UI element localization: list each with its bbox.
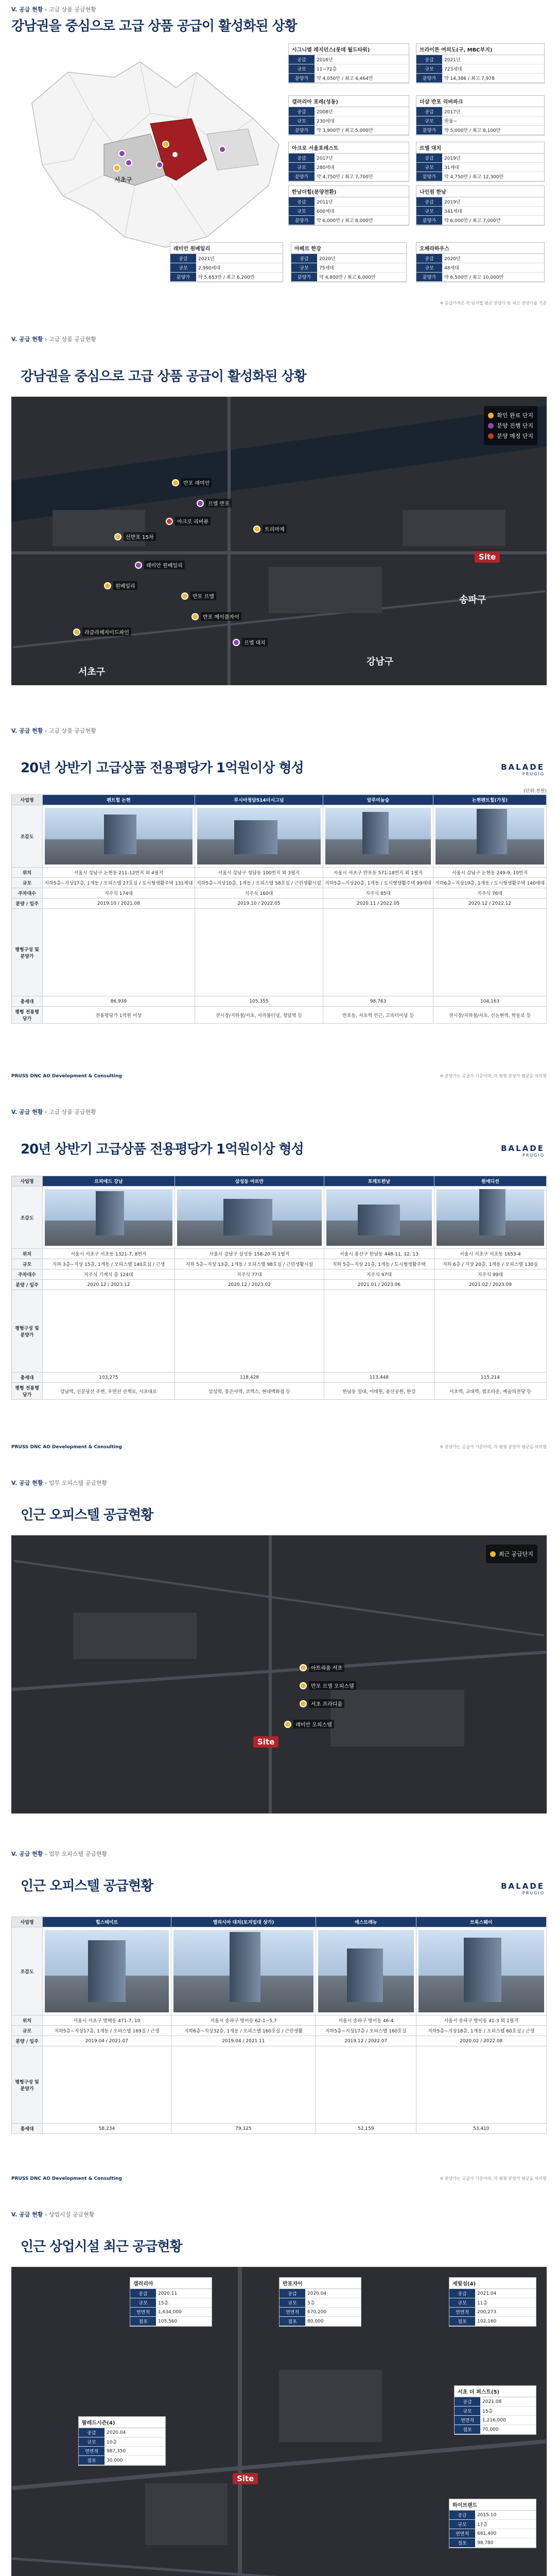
breadcrumb: V. 공급 현황 › 업무 오피스텔 공급현황 [11,1851,108,1857]
map-pin[interactable] [300,1700,307,1707]
pin-label: 르엘 반포 [206,499,232,507]
info-card: 브라이튼 여의도(구, MBC부지) 공급 2021년 규모 723세대 분양가 약 14,386 / 최고 7,978 [416,43,545,83]
page-title: 20년 상반기 고급상품 전용평당가 1억원이상 형성 [21,1142,304,1157]
info-card: 세빛섬(4) 공급 2021.04 규모 11층 연면적 200,273 점포 102,160 [449,2277,536,2327]
table-row: 위치 서울시 강남구 논현동 211-12번지 외 4필지 서울시 강남구 청담동 100번지 외 3필지 서울시 서초구 반포동 571-18번지 외 1필지 서울시 강남구 논현동 249-9, 10번지 [12,868,547,878]
table-row: 조감도 [12,1927,547,2015]
section-officetel-table [0,1844,558,2184]
footnote: ※ 분양가는 공급가 기준이며, 각 평형 분양가 평균을 의미함 [440,1445,547,1449]
breadcrumb: V. 공급 현황 › 고급 상품 공급현황 [11,1109,96,1115]
building-rendering [177,1189,322,1246]
table-row: 평형구성 및 분양가 [12,909,547,996]
section-officetel-map [0,1473,558,1824]
table-row: 규모 지하5층~지상17층, 1개동 / 오피스텔 169실 / 근생 지하6층~지상32층, 1개동 / 오피스텔 160호실 / 근린생활 지하5층~지상17층 / 오피스텔 160호실 지하5층~지상18층, 1개동 / 오피스텔 60호실 / 근생 [12,2026,547,2036]
legend-dot-icon [488,413,494,418]
table-row: 조감도 [12,1187,547,1249]
district-label: 서초구 [114,176,132,183]
table-row: 규모 지하5층~지상17층, 1개동 / 오피스텔 27호실 / 도시형생활주택 131세대 지하5층~지상10층, 1개동 / 오피스텔 58호실 / 근린생활시설 지하5층~지상20층, 1개동 / 도시형생활주택 99세대 지하6층~지상19층, 1개동 / 도시형생활주택 140세대 [12,878,547,888]
footer-brand: PRUSS DNC AO Development & Consulting [11,1074,122,1079]
building-rendering [45,1189,172,1246]
building-block [73,1613,197,1659]
building-block [145,2483,228,2545]
map-pin[interactable] [253,526,260,533]
table-row: 분양 / 입주 2019.10 / 2021.08 2019.10 / 2022.05 2020.11 / 2022.05 2020.12 / 2022.12 [12,899,547,909]
pin-label: 반포 메이플자이 [201,612,241,621]
building-rendering [325,808,431,865]
road [228,397,231,685]
road [12,2557,546,2576]
map-pin[interactable] [104,582,111,589]
info-card: 반포자이 공급 2020.04 규모 5층 연면적 670,200 점포 80,000 [279,2277,361,2327]
table-row: 사업명 힐스테이트 엘리시아 대치(토지임대 상가) 에스트레뉴 브룩스웨이 [12,1917,547,1927]
map-pin[interactable] [233,639,240,646]
building-block [269,567,382,613]
table-row: 주차대수 지주식 174대 지주식 160대 지주식 85대 지주식 76대 [12,888,547,899]
pin-label: 신반포 15차 [124,532,156,541]
section-commercial-map [0,2205,558,2576]
map-pin[interactable] [300,1682,307,1689]
info-card: 더샵 반포 리버파크 공급 2017년 규모 원룸~ 분양가 약 5,000만 / 최고 8,100만 [416,95,545,135]
footer-brand: PRUSS DNC AO Development & Consulting [11,1445,122,1450]
aerial-map [11,397,547,685]
table-row: 평형구성 및 분양가 [12,2046,547,2124]
pin-label: 반포 래미안 [181,478,212,487]
page-title: 인근 오피스텔 공급현황 [21,1507,153,1523]
supply-table [11,1176,547,1400]
legend-item: 분양 예정 단지 [488,432,533,440]
info-card: 한남더힐(분양전환) 공급 2011년 규모 600세대 분양가 약 6,000만 / 최고 8,000만 [288,185,409,226]
aerial-map [11,2267,547,2576]
breadcrumb: V. 공급 현황 › 상업시설 공급현황 [11,2211,95,2218]
building-rendering [318,1930,414,2012]
footnote: ※ 분양가는 공급가 기준이며, 각 평형 분양가 평균을 의미함 [440,2176,547,2181]
table-row: 사업명 르피에드 강남 삼성동 아르만 포레트한남 원에디션 [12,1176,547,1187]
brand-logo: BALADE PRUGIO [501,762,545,776]
road [269,1535,272,1814]
site-marker[interactable]: Site [475,551,500,563]
pin-label: 르엘 대치 [242,638,268,647]
brand-logo: BALADE PRUGIO [501,1882,545,1895]
building-rendering [173,1930,313,2012]
pin-label: 라클라체자이드파인 [82,628,131,636]
pin-label: 트리마제 [263,524,287,533]
table-row: 분양 / 입주 2020.12 / 2023.12 2020.12 / 2023.02 2021.01 / 2023.06 2021.02 / 2023.09 [12,1280,547,1290]
road [11,551,547,554]
building-block [279,2370,382,2442]
table-row: 평형 전용평당가 강남역, 신분당선 주변, 우면산 산책로, 서초대로 삼성역, 봉은사역, 코엑스, 현대백화점 등 한남동 일대, 이태원, 용산공원, 한강 서초역, 교대역, 법조타운, 예술의전당 등 [12,1383,547,1400]
site-marker[interactable]: Site [233,2473,258,2484]
info-card: 갤러리아 공급 2020.11 규모 15층 연면적 1,634,000 점포 105,560 [130,2277,212,2327]
site-marker[interactable]: Site [253,1736,278,1748]
map-pin[interactable] [135,562,142,569]
section-premium-table-1 [0,721,558,1082]
table-row: 평형 전용평당가 전용평당가 1억원 이상 전시장/지하철/서초, 서리풀터널, 청담역 등 반포동, 서초역 인근, 고속터미널 등 전시장/지하철/서초, 신논현역, 학동로 등 [12,1007,547,1024]
area-label: 서초구 [78,667,106,677]
footer-brand: PRUSS DNC AO Development & Consulting [11,2176,122,2181]
map-legend [486,1545,537,1563]
supply-table [11,794,547,1024]
info-card: 갤러리아 포레(성동) 공급 2008년 규모 230세대 분양가 약 3,900만 / 최고 5,000만 [288,95,409,135]
district-map [11,41,300,268]
pin-label: 아트리움 서초 [309,1663,344,1672]
pin-label: 래미안 원베일리 [144,561,185,569]
map-pin[interactable] [284,1721,291,1728]
map-pin[interactable] [114,533,121,540]
area-label: 강남구 [367,656,394,667]
legend-item: 분양 진행 단지 [488,421,533,430]
info-card: 팔레드시즌(4) 공급 2020.04 규모 10층 연면적 987,350 점포 30,000 [78,2416,166,2466]
footnote: ※ 분양가는 공급가 기준이며, 각 평형 분양가 평균을 의미함 [440,1074,547,1078]
building-block [330,1690,464,1747]
info-card: 하이브랜드 공급 2015.10 규모 17층 연면적 681,400 점포 98,780 [449,2499,536,2548]
legend-dot-icon [488,433,494,439]
info-card: 서초 더 퍼스트(5) 공급 2021.08 규모 15층 연면적 1,216,000 점포 70,000 [454,2385,536,2435]
pin-label: 원베일리 [113,581,137,590]
breadcrumb: V. 공급 현황 › 고급 상품 공급현황 [11,727,96,734]
building-block [403,510,505,546]
map-pin[interactable] [300,1664,307,1671]
building-rendering [435,808,544,865]
pin-label: 래미안 오피스텔 [293,1720,334,1728]
info-card: 아페르 한강 공급 2020년 규모 75세대 분양가 약 4,800만 / 최고 6,000만 [291,242,407,282]
map-pin[interactable] [172,479,179,486]
river [11,405,547,522]
brand-logo: BALADE PRUGIO [501,1144,545,1158]
breadcrumb: V. 공급 현황 › 고급 상품 공급현황 [11,6,96,13]
building-rendering [418,1930,544,2012]
building-rendering [45,808,193,865]
section-aerial-map [0,330,558,701]
map-pin[interactable] [73,629,80,636]
info-card: 오페라하우스 공급 2020년 규모 48세대 분양가 약 6,500만 / 최고 10,000만 [416,242,545,282]
legend-item: 확인 완료 단지 [488,411,533,419]
table-row: 평형구성 및 분양가 [12,1290,547,1372]
road [238,2267,242,2576]
page-title: 인근 상업시설 최근 공급현황 [21,2239,182,2255]
breadcrumb: V. 공급 현황 › 업무 오피스텔 공급현황 [11,1480,108,1486]
building-rendering [197,808,321,865]
map-legend [484,406,537,445]
table-row: 분양 / 입주 2019.04 / 2021.07 2019.04 / 2021.11 2019.12 / 2022.07 2020.02 / 2022.08 [12,2036,547,2046]
legend-dot-icon [488,423,494,429]
section-premium-table-2 [0,1103,558,1453]
table-row: 규모 지하 3층~지상 15층, 1개동 / 오피스텔 140호실 / 근생 지하 5층~지상 13층, 1개동 / 오피스텔 98호실 / 근린생활시설 지하 5층~지상 21층, 1개동 / 도시형생활주택 지하 6층 / 지상 20층, 1개동 / 오피스텔 130실 [12,1259,547,1269]
page-title: 인근 오피스텔 공급현황 [21,1878,153,1894]
building-rendering [326,1189,432,1246]
map-pin[interactable] [197,500,204,507]
map-pin[interactable] [191,613,199,620]
section-supply-map-1 [0,0,558,309]
page-title: 강남권을 중심으로 고급 상품 공급이 활성화된 상황 [21,369,306,384]
info-card: 래미안 원베일리 공급 2021년 규모 2,990세대 분양가 약 5,653만 / 최고 6,200만 [170,242,283,282]
table-row: 사업명 펜트힐 논현 루시아청담514더시그넘 알루미늄숲 논현펜트힐(가칭) [12,795,547,805]
legend-dot-icon [490,1551,496,1557]
pin-label: 반포 르엘 [190,591,216,600]
legend-item: 최근 공급단지 [490,1550,533,1558]
footnote: ※ 공급가격은 각 단지별 평균 분양가 및 최고 분양가를 기준 [440,301,547,306]
map-pin[interactable] [181,592,188,600]
district-outline [11,41,300,268]
building-rendering [45,1930,169,2012]
info-card: 시그니엘 레지던스(롯데 월드타워) 공급 2016년 규모 11~72층 분양가 약 4,050만 / 최고 4,464만 [288,43,409,83]
table-row: 총세대 86,939 105,355 98,763 104,163 [12,996,547,1007]
breadcrumb: V. 공급 현황 › 고급 상품 공급현황 [11,336,96,343]
page-title: 20년 상반기 고급상품 전용평당가 1억원이상 형성 [21,760,304,776]
info-card: 아크로 서울포레스트 공급 2017년 규모 280세대 분양가 약 4,750만 / 최고 7,700만 [288,142,409,182]
pin-label: 서초 프라디움 [309,1699,344,1708]
building-rendering [437,1189,544,1246]
table-row: 위치 서울시 서초구 서초동 1321-7, 8번지 서울시 강남구 삼성동 158-20 외 1필지 서울시 용산구 한남동 448-11, 12, 13 서울시 서초구 서초동 1653-4 [12,1249,547,1259]
table-row: 총세대 103,275 118,428 113,448 115,214 [12,1372,547,1383]
table-row: 총세대 58,234 79,125 52,159 53,410 [12,2124,547,2134]
map-pin[interactable] [166,518,173,525]
info-card: 나인원 한남 공급 2019년 규모 341세대 분양가 약 6,000만 / 최고 7,000만 [416,185,545,226]
table-row: 주차대수 지주식 기계식 총 124대 지주식 77대 지주식 97대 지주식 99대 [12,1269,547,1280]
table-row: 위치 서울시 서초구 방배동 471-7, 10 서울시 송파구 방이동 62-1~5,7 서울시 송파구 방이동 46-4 서울시 송파구 방이동 41-3 외 1필지 [12,2015,547,2026]
district-label: 강남구 [166,180,184,188]
unit-caption: (단위:천원) [524,789,547,794]
supply-table [11,1917,547,2134]
pin-label: 반포 르엘 오피스텔 [309,1681,356,1690]
area-label: 송파구 [459,595,486,605]
pin-label: 아크로 리버뷰 [175,517,211,526]
table-row: 조감도 [12,805,547,868]
page-title: 강남권을 중심으로 고급 상품 공급이 활성화된 상황 [11,19,297,34]
info-card: 르엘 대치 공급 2019년 규모 31세대 분양가 약 4,750만 / 최고 12,300만 [416,142,545,182]
aerial-map [11,1535,547,1814]
